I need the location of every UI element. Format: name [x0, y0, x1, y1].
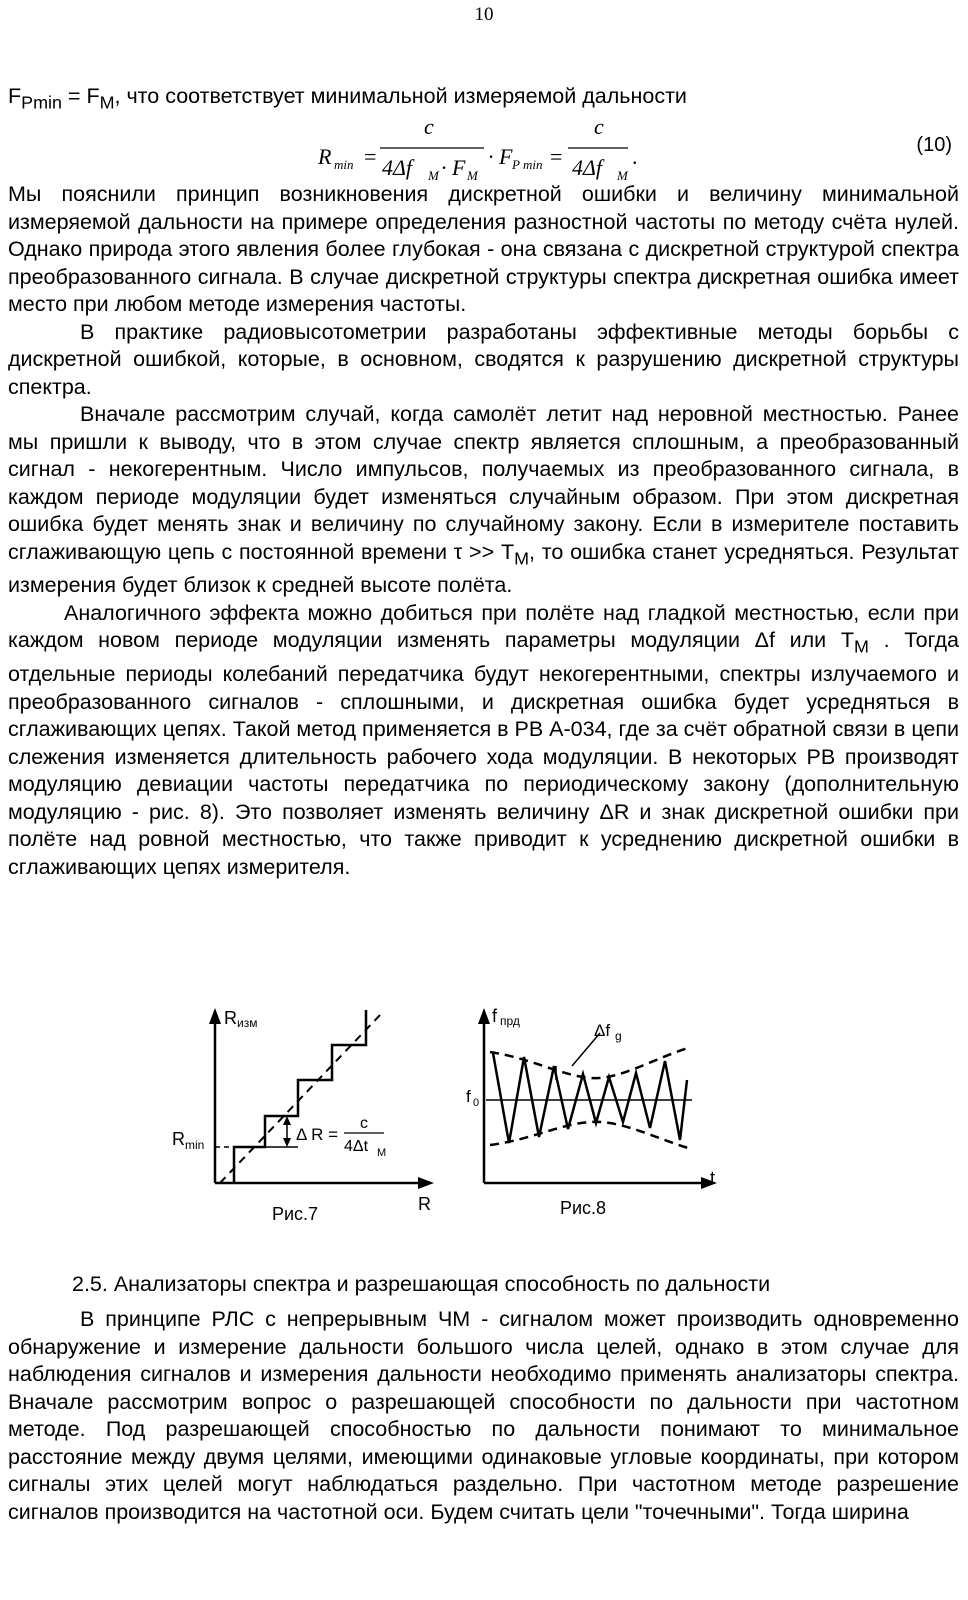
paragraph-4-sub: M — [853, 636, 869, 657]
figures — [160, 1000, 740, 1235]
lead-f1-sub: Pmin — [21, 92, 62, 113]
eq-dot-f-sub: P min — [512, 157, 543, 172]
fig8-lower-envelope — [490, 1122, 688, 1148]
fig7-y-label: R — [224, 1008, 237, 1028]
eq-num-1: c — [424, 118, 434, 139]
fig8-df-label: Δf — [594, 1021, 611, 1040]
fig7-x-arrow — [418, 1177, 434, 1189]
eq-equals-2: = — [550, 144, 563, 169]
lead-line — [8, 84, 687, 113]
paragraph-1: Мы пояснили принцип возникновения дискретной ошибки и величину минимальной измеряемой дальности на примере определения разностной частоты по методу счёта нулей. Однако природа этого явления более глубокая - она связана с дискретной структурой спектра преобразованного сигнала. В случае дискретной структуры спектра дискретная ошибка имеет место при любом методе измерения частоты. — [8, 182, 959, 316]
fig7-y-label-sub: изм — [237, 1016, 258, 1030]
lead-f1: F — [8, 84, 22, 108]
body-text-top — [8, 181, 959, 881]
paragraph-5: В принципе РЛС с непрерывным ЧМ - сигналом может производить одновременно обнаружение и измерение дальности большого числа целей, однако в этом случае для наблюдения сигналов и измерения дальности необходимо применять анализаторы спектра. Вначале рассмотрим вопрос о разрешающей способности по дальности при частотном методе. Под разрешающей способностью по дальности понимают то минимальное расстояние между двумя целями, имеющими одинаковые угловые координаты, при котором сигналы этих целей могут наблюдаться раздельно. При частотном методе разрешение сигналов производится на частотной оси. Будем считать цели "точечными". Тогда ширина — [8, 1307, 959, 1524]
fig7-x-label: R — [418, 1194, 431, 1214]
eq-den1b: · F — [441, 155, 466, 180]
body-text-bottom — [8, 1306, 959, 1526]
eq-den1-sub: M — [428, 168, 439, 183]
fig7-dr-arrow-down — [283, 1138, 291, 1147]
fig8-x-label: t — [710, 1168, 716, 1188]
eq-dot-f: · F — [488, 144, 513, 169]
paragraph-3 — [8, 401, 959, 600]
fig7-dr-arrow-up — [283, 1116, 291, 1125]
fig7-rmin-label: R — [172, 1129, 185, 1149]
paragraph-2: В практике радиовысотометрии разработаны эффективные методы борьбы с дискретной ошибкой, которые, в основном, сводятся к разрушению дискретной структуры спектра. — [8, 319, 959, 399]
figure-7 — [209, 1008, 434, 1189]
fig8-upper-envelope — [490, 1048, 688, 1078]
fig7-frac-den: 4Δt — [344, 1138, 369, 1155]
eq-period: . — [632, 144, 638, 169]
paragraph-3-a: Вначале рассмотрим случай, когда самолёт летит над неровной местностью. Ранее мы пришли к выводу, что в этом случае спектр является сплошным, а преобразованный сигнал - некогерентным. Число импульсов, получаемых из преобразованного сигнала, в каждом периоде модуляции будет изменяться случайным образом. При этом дискретная ошибка будет менять знак и величину по случайному закону. Если в измерителе поставить сглаживающую цепь с постоянной времени τ >> T — [8, 402, 959, 564]
fig7-caption: Рис.7 — [272, 1204, 319, 1224]
fig8-signal — [493, 1053, 687, 1143]
fig8-y-label: f — [492, 1006, 498, 1026]
eq-den1b-sub: M — [467, 168, 478, 183]
paragraph-4 — [8, 600, 959, 881]
eq-den1: 4Δf — [382, 155, 413, 180]
fig8-df-label-sub: g — [615, 1029, 622, 1043]
eq-lhs: R — [318, 144, 332, 169]
figures-svg — [160, 1000, 740, 1230]
section-title: 2.5. Анализаторы спектра и разрешающая способность по дальности — [72, 1272, 771, 1296]
fig7-y-arrow — [209, 1008, 221, 1024]
fig7-frac-den-sub: M — [377, 1147, 387, 1159]
equation-number: (10) — [916, 134, 952, 156]
lead-eq: = — [61, 84, 87, 108]
equation-svg — [0, 118, 968, 184]
fig8-caption: Рис.8 — [560, 1198, 607, 1218]
fig7-dr-label: Δ R = — [296, 1125, 339, 1144]
eq-den2: 4Δf — [572, 155, 603, 180]
fig8-f0-label-sub: 0 — [473, 1097, 480, 1109]
paragraph-4-a: Аналогичного эффекта можно добиться при полёте над гладкой местностью, если при каждом новом периоде модуляции изменять параметры модуляции Δf или T — [8, 600, 959, 653]
page-number: 10 — [474, 4, 494, 25]
fig7-diagonal — [220, 1015, 380, 1183]
eq-equals-1: = — [364, 144, 377, 169]
fig7-frac-num: c — [360, 1115, 368, 1132]
eq-lhs-sub: min — [334, 157, 354, 172]
paragraph-3-b: , то ошибка станет усредняться. Результат измерения будет близок к средней высоте полёта. — [8, 539, 959, 598]
fig7-staircase — [234, 1010, 366, 1183]
equation-10 — [0, 118, 968, 184]
fig8-y-label-sub: прд — [500, 1014, 520, 1028]
lead-f2-sub: M — [99, 92, 115, 113]
lead-rest: , что соответствует минимальной измеряемой дальности — [114, 84, 687, 108]
lead-f2: F — [86, 84, 100, 108]
paragraph-4-b: . Тогда отдельные периоды колебаний передатчика будут некогерентными, спектры излучаемого и преобразованного сигналов - сплошными, и дискретная ошибка будет усредняться в сглаживающих цепях. Такой метод применяется в РВ А-034, где за счёт обратной связи в цепи слежения изменяется длительность рабочего хода модуляции. В некоторых РВ производят модуляцию девиации частоты передатчика по периодическому закону (дополнительную модуляцию - рис. 8). Это позволяет изменять величину ΔR и знак дискретной ошибки при полёте над ровной местностью, что также приводит к усреднению дискретной ошибки в сглаживающих цепях измерителя. — [8, 628, 959, 879]
fig8-y-arrow — [478, 1008, 490, 1024]
eq-den2-sub: M — [617, 168, 628, 183]
paragraph-3-sub: M — [514, 547, 529, 568]
fig7-rmin-label-sub: min — [185, 1138, 205, 1152]
eq-num-2: c — [594, 118, 604, 139]
fig8-f0-label: f — [466, 1087, 471, 1106]
